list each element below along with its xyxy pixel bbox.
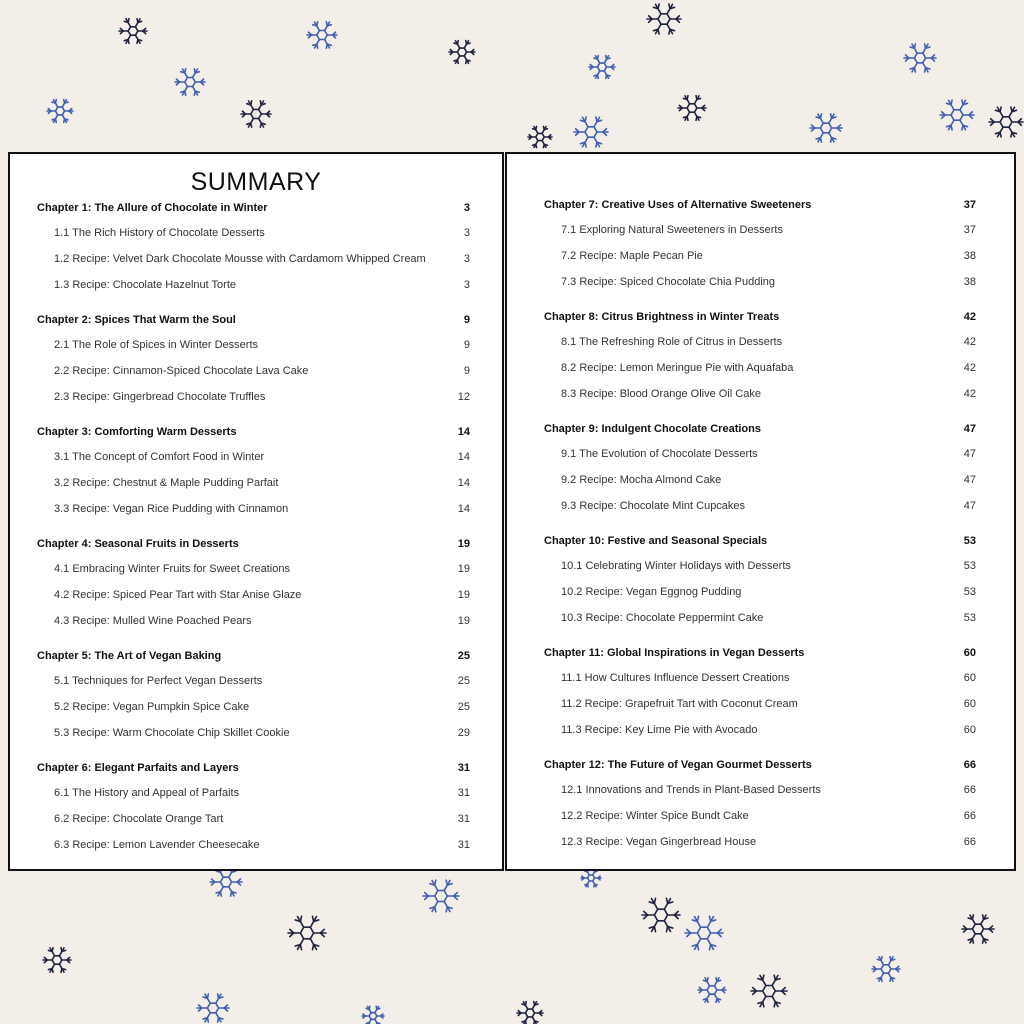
section-entry[interactable] [54, 839, 470, 851]
snowflake-icon [872, 957, 900, 982]
chapter-heading-title: Chapter 5: The Art of Vegan Baking [37, 650, 222, 662]
section-entry[interactable] [54, 279, 470, 291]
section-entry-title: 3.2 Recipe: Chestnut & Maple Pudding Parfait [54, 477, 279, 489]
section-entry-title: 7.2 Recipe: Maple Pecan Pie [561, 250, 703, 262]
snowflake-icon [698, 978, 726, 1003]
snowflake-icon [574, 117, 608, 147]
section-entry-page-number: 14 [457, 503, 470, 515]
section-entry-page-number: 53 [963, 560, 976, 572]
section-entry-title: 9.1 The Evolution of Chocolate Desserts [561, 448, 758, 460]
section-entry-title: 3.1 The Concept of Comfort Food in Winter [54, 451, 265, 463]
section-entry-title: 11.2 Recipe: Grapefruit Tart with Coconut Cream [561, 698, 798, 710]
section-entry-page-number: 47 [963, 448, 976, 460]
snowflake-icon [362, 1006, 384, 1024]
section-entry-page-number: 19 [457, 615, 470, 627]
section-entry-title: 11.3 Recipe: Key Lime Pie with Avocado [561, 724, 758, 736]
section-entry[interactable] [561, 474, 976, 486]
chapter-heading-title: Chapter 10: Festive and Seasonal Specials [544, 535, 768, 547]
section-entry[interactable] [54, 227, 470, 239]
section-entry-title: 7.3 Recipe: Spiced Chocolate Chia Pudding [561, 276, 776, 288]
section-entry-title: 6.1 The History and Appeal of Parfaits [54, 787, 240, 799]
section-entry-page-number: 66 [963, 784, 976, 796]
section-entry[interactable] [561, 500, 976, 512]
chapter-heading-title: Chapter 2: Spices That Warm the Soul [37, 314, 236, 326]
section-entry-page-number: 53 [963, 612, 976, 624]
section-entry-title: 4.2 Recipe: Spiced Pear Tart with Star Anise Glaze [54, 589, 302, 601]
chapter-heading-page-number: 60 [963, 647, 976, 659]
chapter-heading-title: Chapter 11: Global Inspirations in Vegan Desserts [544, 647, 805, 659]
section-entry-title: 4.1 Embracing Winter Fruits for Sweet Creations [54, 563, 290, 575]
snowflake-icon [307, 22, 337, 48]
chapter-heading-page-number: 47 [963, 423, 976, 435]
snowflake-icon [989, 107, 1023, 137]
section-entry[interactable] [561, 784, 976, 796]
chapter-heading[interactable] [544, 199, 976, 211]
section-entry-title: 7.1 Exploring Natural Sweeteners in Desserts [561, 224, 783, 236]
snowflake-icon [210, 868, 242, 896]
section-entry[interactable] [561, 362, 976, 374]
chapter-heading-title: Chapter 6: Elegant Parfaits and Layers [37, 762, 239, 774]
chapter-heading-page-number: 25 [457, 650, 470, 662]
section-entry[interactable] [561, 224, 976, 236]
section-entry-page-number: 53 [963, 586, 976, 598]
section-entry[interactable] [54, 253, 470, 265]
snowflake-icon [43, 948, 71, 973]
section-entry-page-number: 31 [457, 813, 470, 825]
section-entry-title: 1.1 The Rich History of Chocolate Desserts [54, 227, 265, 239]
section-entry[interactable] [561, 448, 976, 460]
snowflake-icon [647, 4, 681, 34]
snowflake-icon [241, 101, 271, 127]
section-entry[interactable] [561, 836, 976, 848]
section-entry-title: 10.2 Recipe: Vegan Eggnog Pudding [561, 586, 742, 598]
section-entry[interactable] [561, 586, 976, 598]
chapter-heading-page-number: 66 [963, 759, 976, 771]
toc-page-right [505, 152, 1016, 871]
snowflake-icon [119, 19, 147, 44]
section-entry[interactable] [54, 563, 470, 575]
section-entry-title: 6.2 Recipe: Chocolate Orange Tart [54, 813, 224, 825]
section-entry-page-number: 42 [963, 388, 976, 400]
section-entry[interactable] [561, 336, 976, 348]
section-entry-title: 6.3 Recipe: Lemon Lavender Cheesecake [54, 839, 260, 851]
chapter-heading-title: Chapter 9: Indulgent Chocolate Creations [544, 423, 761, 435]
section-entry-title: 5.2 Recipe: Vegan Pumpkin Spice Cake [54, 701, 250, 713]
section-entry[interactable] [561, 672, 976, 684]
section-entry-page-number: 3 [463, 253, 470, 265]
section-entry-title: 5.3 Recipe: Warm Chocolate Chip Skillet Cookie [54, 727, 290, 739]
snowflake-icon [904, 44, 936, 72]
chapter-heading-page-number: 3 [463, 202, 470, 214]
chapter-heading-title: Chapter 12: The Future of Vegan Gourmet Desserts [544, 759, 812, 771]
snowflake-icon [940, 100, 974, 130]
chapter-heading-title: Chapter 7: Creative Uses of Alternative Sweeteners [544, 199, 812, 211]
snowflake-icon [423, 880, 459, 912]
section-entry-page-number: 25 [457, 701, 470, 713]
section-entry-title: 10.1 Celebrating Winter Holidays with Desserts [561, 560, 791, 572]
section-entry-page-number: 29 [457, 727, 470, 739]
section-entry-page-number: 38 [963, 276, 976, 288]
section-entry[interactable] [54, 503, 470, 515]
section-entry-title: 12.2 Recipe: Winter Spice Bundt Cake [561, 810, 749, 822]
chapter-heading-page-number: 14 [457, 426, 470, 438]
section-entry-title: 2.1 The Role of Spices in Winter Desserts [54, 339, 258, 351]
snowflake-icon [288, 916, 326, 949]
section-entry[interactable] [561, 698, 976, 710]
section-entry-title: 2.3 Recipe: Gingerbread Chocolate Truffles [54, 391, 266, 403]
section-entry[interactable] [54, 727, 470, 739]
section-entry-page-number: 19 [457, 563, 470, 575]
section-entry[interactable] [561, 250, 976, 262]
section-entry-title: 10.3 Recipe: Chocolate Peppermint Cake [561, 612, 764, 624]
chapter-heading-page-number: 19 [457, 538, 470, 550]
section-entry-title: 5.1 Techniques for Perfect Vegan Desserts [54, 675, 263, 687]
section-entry-title: 1.2 Recipe: Velvet Dark Chocolate Mousse with Cardamom Whipped Cream [54, 253, 426, 265]
section-entry[interactable] [54, 813, 470, 825]
section-entry-page-number: 9 [463, 365, 470, 377]
section-entry[interactable] [561, 560, 976, 572]
summary-title: SUMMARY [190, 168, 322, 196]
section-entry-page-number: 31 [457, 787, 470, 799]
chapter-heading[interactable] [544, 647, 976, 659]
section-entry-page-number: 60 [963, 672, 976, 684]
snowflake-icon [47, 100, 73, 123]
section-entry-page-number: 25 [457, 675, 470, 687]
section-entry-title: 12.1 Innovations and Trends in Plant-Based Desserts [561, 784, 821, 796]
chapter-heading[interactable] [544, 759, 976, 771]
snowflake-icon [581, 869, 601, 887]
snowflake-icon [685, 916, 723, 949]
chapter-heading[interactable] [544, 423, 976, 435]
chapter-heading-title: Chapter 8: Citrus Brightness in Winter Treats [544, 311, 780, 323]
chapter-heading[interactable] [544, 311, 976, 323]
section-entry[interactable] [54, 451, 470, 463]
section-entry[interactable] [561, 810, 976, 822]
section-entry-page-number: 38 [963, 250, 976, 262]
chapter-heading[interactable] [37, 762, 470, 774]
section-entry-page-number: 42 [963, 362, 976, 374]
chapter-heading[interactable] [37, 538, 470, 550]
snowflake-icon [528, 126, 552, 147]
chapter-heading-title: Chapter 3: Comforting Warm Desserts [37, 426, 237, 438]
section-entry-page-number: 66 [963, 810, 976, 822]
snowflake-icon [197, 994, 229, 1022]
snowflake-icon [449, 41, 475, 64]
section-entry[interactable] [561, 276, 976, 288]
snowflake-icon [175, 69, 205, 95]
section-entry-page-number: 60 [963, 698, 976, 710]
section-entry[interactable] [561, 612, 976, 624]
section-entry[interactable] [561, 724, 976, 736]
chapter-heading-page-number: 31 [457, 762, 470, 774]
snowflake-icon [962, 915, 994, 943]
section-entry[interactable] [54, 339, 470, 351]
section-entry[interactable] [54, 787, 470, 799]
section-entry-title: 1.3 Recipe: Chocolate Hazelnut Torte [54, 279, 237, 291]
section-entry-page-number: 3 [463, 279, 470, 291]
snowflake-icon [810, 114, 842, 142]
chapter-heading[interactable] [37, 314, 470, 326]
section-entry[interactable] [54, 477, 470, 489]
section-entry-page-number: 60 [963, 724, 976, 736]
section-entry-page-number: 12 [457, 391, 470, 403]
snowflake-icon [517, 1002, 543, 1024]
section-entry-title: 4.3 Recipe: Mulled Wine Poached Pears [54, 615, 252, 627]
section-entry-title: 9.3 Recipe: Chocolate Mint Cupcakes [561, 500, 746, 512]
snowflake-icon [589, 56, 615, 79]
section-entry-title: 8.1 The Refreshing Role of Citrus in Desserts [561, 336, 783, 348]
snowflake-icon [678, 96, 706, 121]
section-entry-title: 2.2 Recipe: Cinnamon-Spiced Chocolate Lava Cake [54, 365, 309, 377]
section-entry-page-number: 47 [963, 474, 976, 486]
section-entry-page-number: 3 [463, 227, 470, 239]
section-entry-page-number: 19 [457, 589, 470, 601]
chapter-heading[interactable] [544, 535, 976, 547]
chapter-heading-title: Chapter 4: Seasonal Fruits in Desserts [37, 538, 239, 550]
section-entry-page-number: 47 [963, 500, 976, 512]
section-entry-title: 8.3 Recipe: Blood Orange Olive Oil Cake [561, 388, 761, 400]
section-entry-page-number: 31 [457, 839, 470, 851]
chapter-heading-page-number: 53 [963, 535, 976, 547]
section-entry-page-number: 9 [463, 339, 470, 351]
section-entry-title: 12.3 Recipe: Vegan Gingerbread House [561, 836, 757, 848]
snowflake-icon [642, 898, 680, 931]
section-entry-page-number: 14 [457, 451, 470, 463]
snowflake-icon [751, 975, 787, 1007]
section-entry[interactable] [54, 615, 470, 627]
toc-page-left [8, 152, 504, 871]
section-entry[interactable] [54, 589, 470, 601]
section-entry-title: 3.3 Recipe: Vegan Rice Pudding with Cinnamon [54, 503, 289, 515]
section-entry-page-number: 42 [963, 336, 976, 348]
section-entry-page-number: 14 [457, 477, 470, 489]
section-entry[interactable] [54, 701, 470, 713]
section-entry-page-number: 37 [963, 224, 976, 236]
chapter-heading-page-number: 9 [463, 314, 470, 326]
section-entry[interactable] [561, 388, 976, 400]
section-entry[interactable] [54, 675, 470, 687]
section-entry[interactable] [54, 391, 470, 403]
chapter-heading[interactable] [37, 650, 470, 662]
section-entry-title: 8.2 Recipe: Lemon Meringue Pie with Aquafaba [561, 362, 794, 374]
chapter-heading[interactable] [37, 202, 470, 214]
chapter-heading-page-number: 37 [963, 199, 976, 211]
chapter-heading-title: Chapter 1: The Allure of Chocolate in Winter [37, 202, 268, 214]
section-entry-title: 11.1 How Cultures Influence Dessert Creations [561, 672, 790, 684]
section-entry[interactable] [54, 365, 470, 377]
chapter-heading[interactable] [37, 426, 470, 438]
section-entry-page-number: 66 [963, 836, 976, 848]
chapter-heading-page-number: 42 [963, 311, 976, 323]
section-entry-title: 9.2 Recipe: Mocha Almond Cake [561, 474, 722, 486]
